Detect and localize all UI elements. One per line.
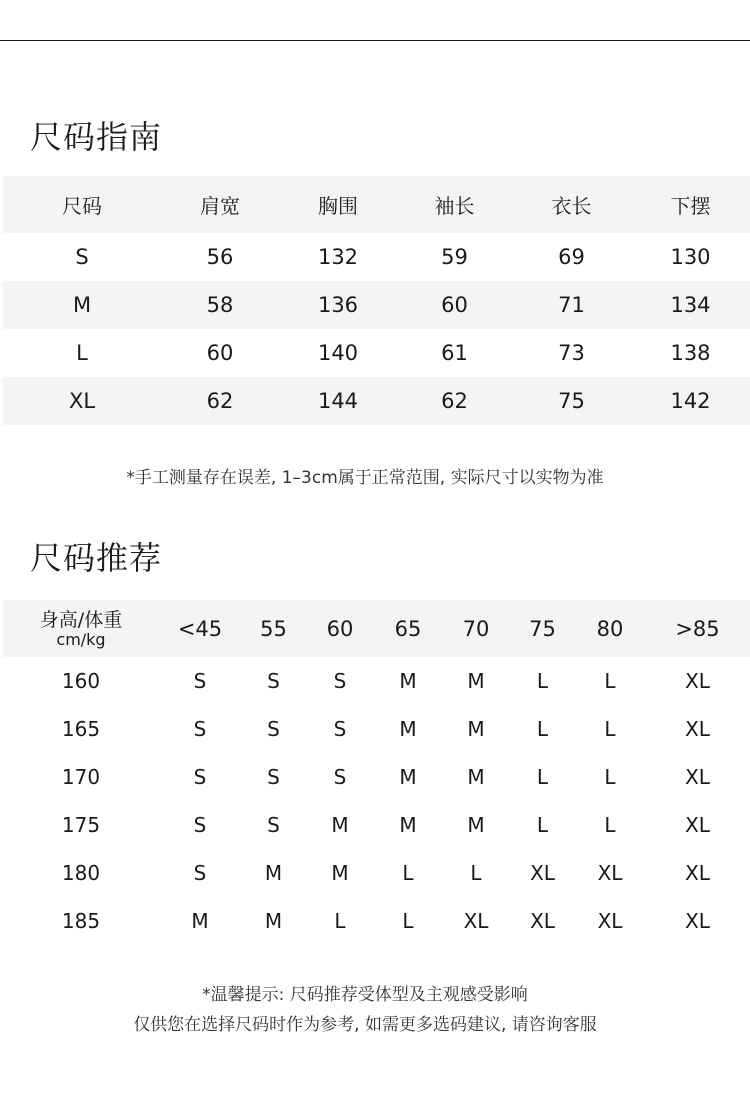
table-cell: M <box>399 717 417 741</box>
tip-note-line1: *温馨提示: 尺码推荐受体型及主观感受影响 <box>202 985 528 1005</box>
size-guide-header-row <box>3 176 750 233</box>
table-cell: XL <box>597 861 623 885</box>
table-cell: XL <box>463 909 489 933</box>
top-divider <box>0 40 750 41</box>
measurement-note: *手工测量存在误差, 1–3cm属于正常范围, 实际尺寸以实物为准 <box>126 468 604 488</box>
table-cell: L <box>334 909 346 933</box>
table-row <box>3 849 750 897</box>
height-cell: 165 <box>61 717 101 741</box>
size-guide-title: 尺码指南 <box>30 118 163 156</box>
table-cell: 56 <box>206 245 234 269</box>
header-cell: 衣长 <box>512 176 631 233</box>
table-cell: S <box>267 717 280 741</box>
table-cell: XL <box>685 765 710 789</box>
table-cell: L <box>470 861 482 885</box>
table-cell: 69 <box>558 245 585 269</box>
table-cell: XL <box>685 669 710 693</box>
table-cell: S <box>193 669 207 693</box>
table-cell: 62 <box>397 377 512 425</box>
table-cell: XL <box>597 909 623 933</box>
table-cell: M <box>467 717 485 741</box>
table-cell: M <box>331 861 349 885</box>
height-weight-label: 身高/体重 <box>39 609 123 631</box>
table-cell: XL <box>685 909 710 933</box>
table-cell: XL <box>530 909 555 933</box>
header-cell: 下摆 <box>631 176 750 233</box>
table-cell: L <box>604 765 616 789</box>
table-cell: 71 <box>512 281 631 329</box>
table-cell: S <box>267 765 280 789</box>
header-cell: 胸围 <box>279 176 397 233</box>
size-guide-table <box>3 176 750 425</box>
table-cell: 60 <box>206 341 234 365</box>
table-cell: S <box>193 765 207 789</box>
height-weight-corner <box>3 600 159 657</box>
table-cell: L <box>604 717 616 741</box>
table-cell: XL <box>685 717 710 741</box>
table-cell: M <box>467 765 485 789</box>
table-cell: 73 <box>558 341 585 365</box>
table-cell: M <box>399 813 417 837</box>
height-cell: 180 <box>61 861 101 885</box>
table-cell: S <box>333 669 347 693</box>
size-recommend-title: 尺码推荐 <box>30 539 163 577</box>
weight-header: <45 <box>159 600 241 657</box>
table-row <box>3 657 750 705</box>
table-cell: M <box>331 813 349 837</box>
table-cell: M <box>191 909 209 933</box>
table-cell: 61 <box>441 341 468 365</box>
unit-label: cm/kg <box>56 630 106 649</box>
table-cell: M <box>467 813 485 837</box>
weight-header: >85 <box>645 600 750 657</box>
height-cell: 175 <box>61 813 101 837</box>
table-cell: M <box>264 861 283 885</box>
table-cell: 58 <box>161 281 279 329</box>
height-cell: 185 <box>61 909 101 933</box>
weight-header: 55 <box>241 600 306 657</box>
tip-note-line2: 仅供您在选择尺码时作为参考, 如需更多选码建议, 请咨询客服 <box>133 1015 597 1035</box>
table-cell: 59 <box>441 245 468 269</box>
table-row <box>3 897 750 945</box>
table-cell: L <box>402 909 414 933</box>
size-recommend-table <box>3 600 750 945</box>
height-cell: 170 <box>61 765 101 789</box>
table-cell: S <box>75 245 89 269</box>
table-cell: 140 <box>317 341 359 365</box>
table-cell: M <box>3 281 161 329</box>
table-cell: L <box>604 669 616 693</box>
table-cell: XL <box>3 377 161 425</box>
table-cell: 62 <box>161 377 279 425</box>
table-cell: 136 <box>279 281 397 329</box>
header-cell: 袖长 <box>397 176 512 233</box>
table-cell: XL <box>530 861 555 885</box>
header-cell: 尺码 <box>3 176 161 233</box>
table-cell: S <box>193 813 207 837</box>
table-cell: 132 <box>317 245 359 269</box>
table-cell: S <box>193 717 207 741</box>
table-row <box>3 753 750 801</box>
table-cell: XL <box>685 861 710 885</box>
weight-header: 65 <box>374 600 442 657</box>
table-cell: S <box>267 669 280 693</box>
table-row <box>3 233 750 281</box>
header-cell: 肩宽 <box>161 176 279 233</box>
weight-header: 80 <box>575 600 645 657</box>
table-cell: L <box>536 813 549 837</box>
table-cell: L <box>536 765 549 789</box>
table-cell: M <box>467 669 485 693</box>
table-cell: M <box>399 669 417 693</box>
weight-header: 60 <box>306 600 374 657</box>
table-cell: L <box>536 669 549 693</box>
table-cell: L <box>76 341 88 365</box>
table-cell: M <box>264 909 283 933</box>
recommend-header-row <box>3 600 750 657</box>
table-cell: L <box>536 717 549 741</box>
table-cell: S <box>193 861 207 885</box>
table-cell: 138 <box>670 341 711 365</box>
height-cell: 160 <box>61 669 101 693</box>
table-cell: 142 <box>631 377 750 425</box>
table-cell: XL <box>685 813 710 837</box>
table-row <box>3 705 750 753</box>
table-cell: 134 <box>631 281 750 329</box>
table-cell: L <box>604 813 616 837</box>
table-row <box>3 377 750 425</box>
weight-header: 75 <box>510 600 575 657</box>
table-row <box>3 281 750 329</box>
table-cell: 60 <box>397 281 512 329</box>
table-row <box>3 801 750 849</box>
table-cell: S <box>333 717 347 741</box>
table-row <box>3 329 750 377</box>
table-cell: 144 <box>279 377 397 425</box>
weight-header: 70 <box>442 600 510 657</box>
table-cell: S <box>267 813 280 837</box>
table-cell: M <box>399 765 417 789</box>
table-cell: S <box>333 765 347 789</box>
table-cell: L <box>402 861 414 885</box>
table-cell: 75 <box>512 377 631 425</box>
table-cell: 130 <box>670 245 711 269</box>
